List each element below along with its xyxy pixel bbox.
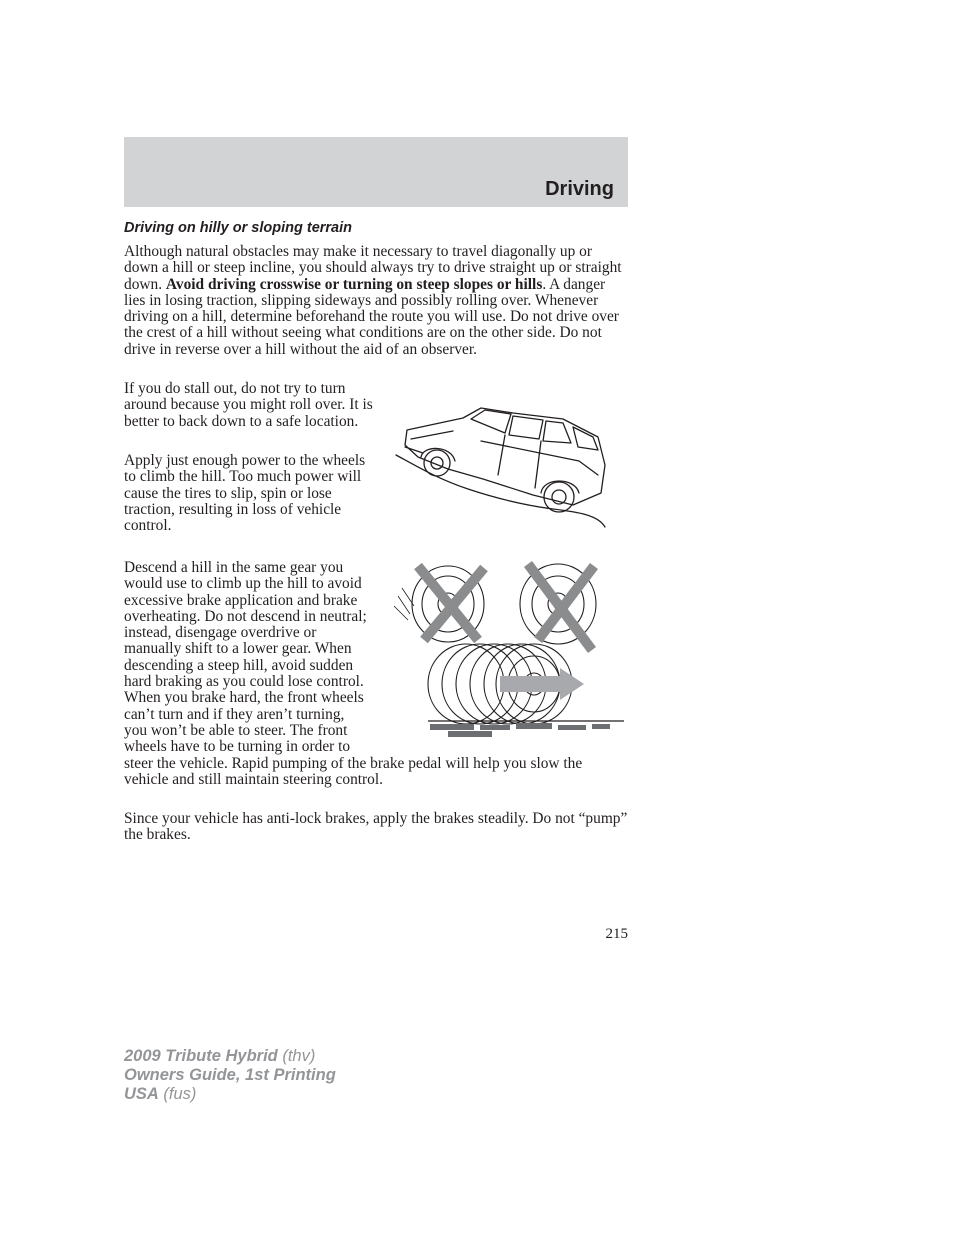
section-header-band: [124, 137, 628, 207]
section-heading: Driving on hilly or sloping terrain: [124, 220, 352, 236]
paragraph-stall: If you do stall out, do not try to turn around because you might roll over. It is better to back down to a safe location.: [124, 380, 373, 430]
footer-market-code: (fus): [158, 1085, 197, 1103]
footer-printing: Owners Guide, 1st Printing: [124, 1066, 336, 1084]
page-number: 215: [605, 926, 628, 942]
document-footer: [124, 1047, 336, 1104]
footer-model-code: (thv): [277, 1047, 316, 1065]
footer-line-2: [124, 1066, 336, 1085]
paragraph-antilock: Since your vehicle has anti-lock brakes, apply the brakes steadily. Do not “pump” the brakes.: [124, 810, 628, 844]
suv-on-hill-illustration: [393, 405, 611, 532]
section-title: Driving: [545, 178, 614, 200]
paragraph-intro-warning: Avoid driving crosswise or turning on steep slopes or hills: [165, 275, 543, 293]
footer-market: USA: [124, 1085, 159, 1103]
paragraph-intro-text-2: . A danger lies in losing traction, slipping sideways and possibly rolling over. Whenever driving on a hill, determine beforehand the route you will use. Do not drive over the crest of a hill without seeing what conditions are on the other side. Do not drive in reverse over a hill without the aid of an observer.: [124, 275, 619, 358]
paragraph-intro-text-1: Although natural obstacles may make it necessary to travel diagonally up or down a hill or steep incline, you should always try to drive straight up or straight down.: [124, 243, 622, 293]
footer-line-3: [124, 1085, 336, 1104]
paragraph-descend-text: Descend a hill in the same gear you would use to climb up the hill to avoid excessive brake application and brake overheating. Do not descend in neutral; instead, disengage overdrive or manually shift to a lower gear. When descending a steep hill, avoid sudden hard braking as you could lose control. When you brake hard, the front wheels can’t turn and if they aren’t turning, you won’t be able to steer. The front wheels have to be turning in order to steer the vehicle. Rapid pumping of the brake pedal will help you slow the vehicle and still maintain steering control.: [124, 559, 583, 788]
footer-line-1: [124, 1047, 336, 1066]
paragraph-intro: [124, 244, 628, 358]
braking-wheels-illustration: [388, 556, 628, 746]
paragraph-power: Apply just enough power to the wheels to climb the hill. Too much power will cause the tires to slip, spin or lose traction, resulting in loss of vehicle control.: [124, 452, 366, 535]
footer-model: 2009 Tribute Hybrid: [124, 1047, 278, 1065]
